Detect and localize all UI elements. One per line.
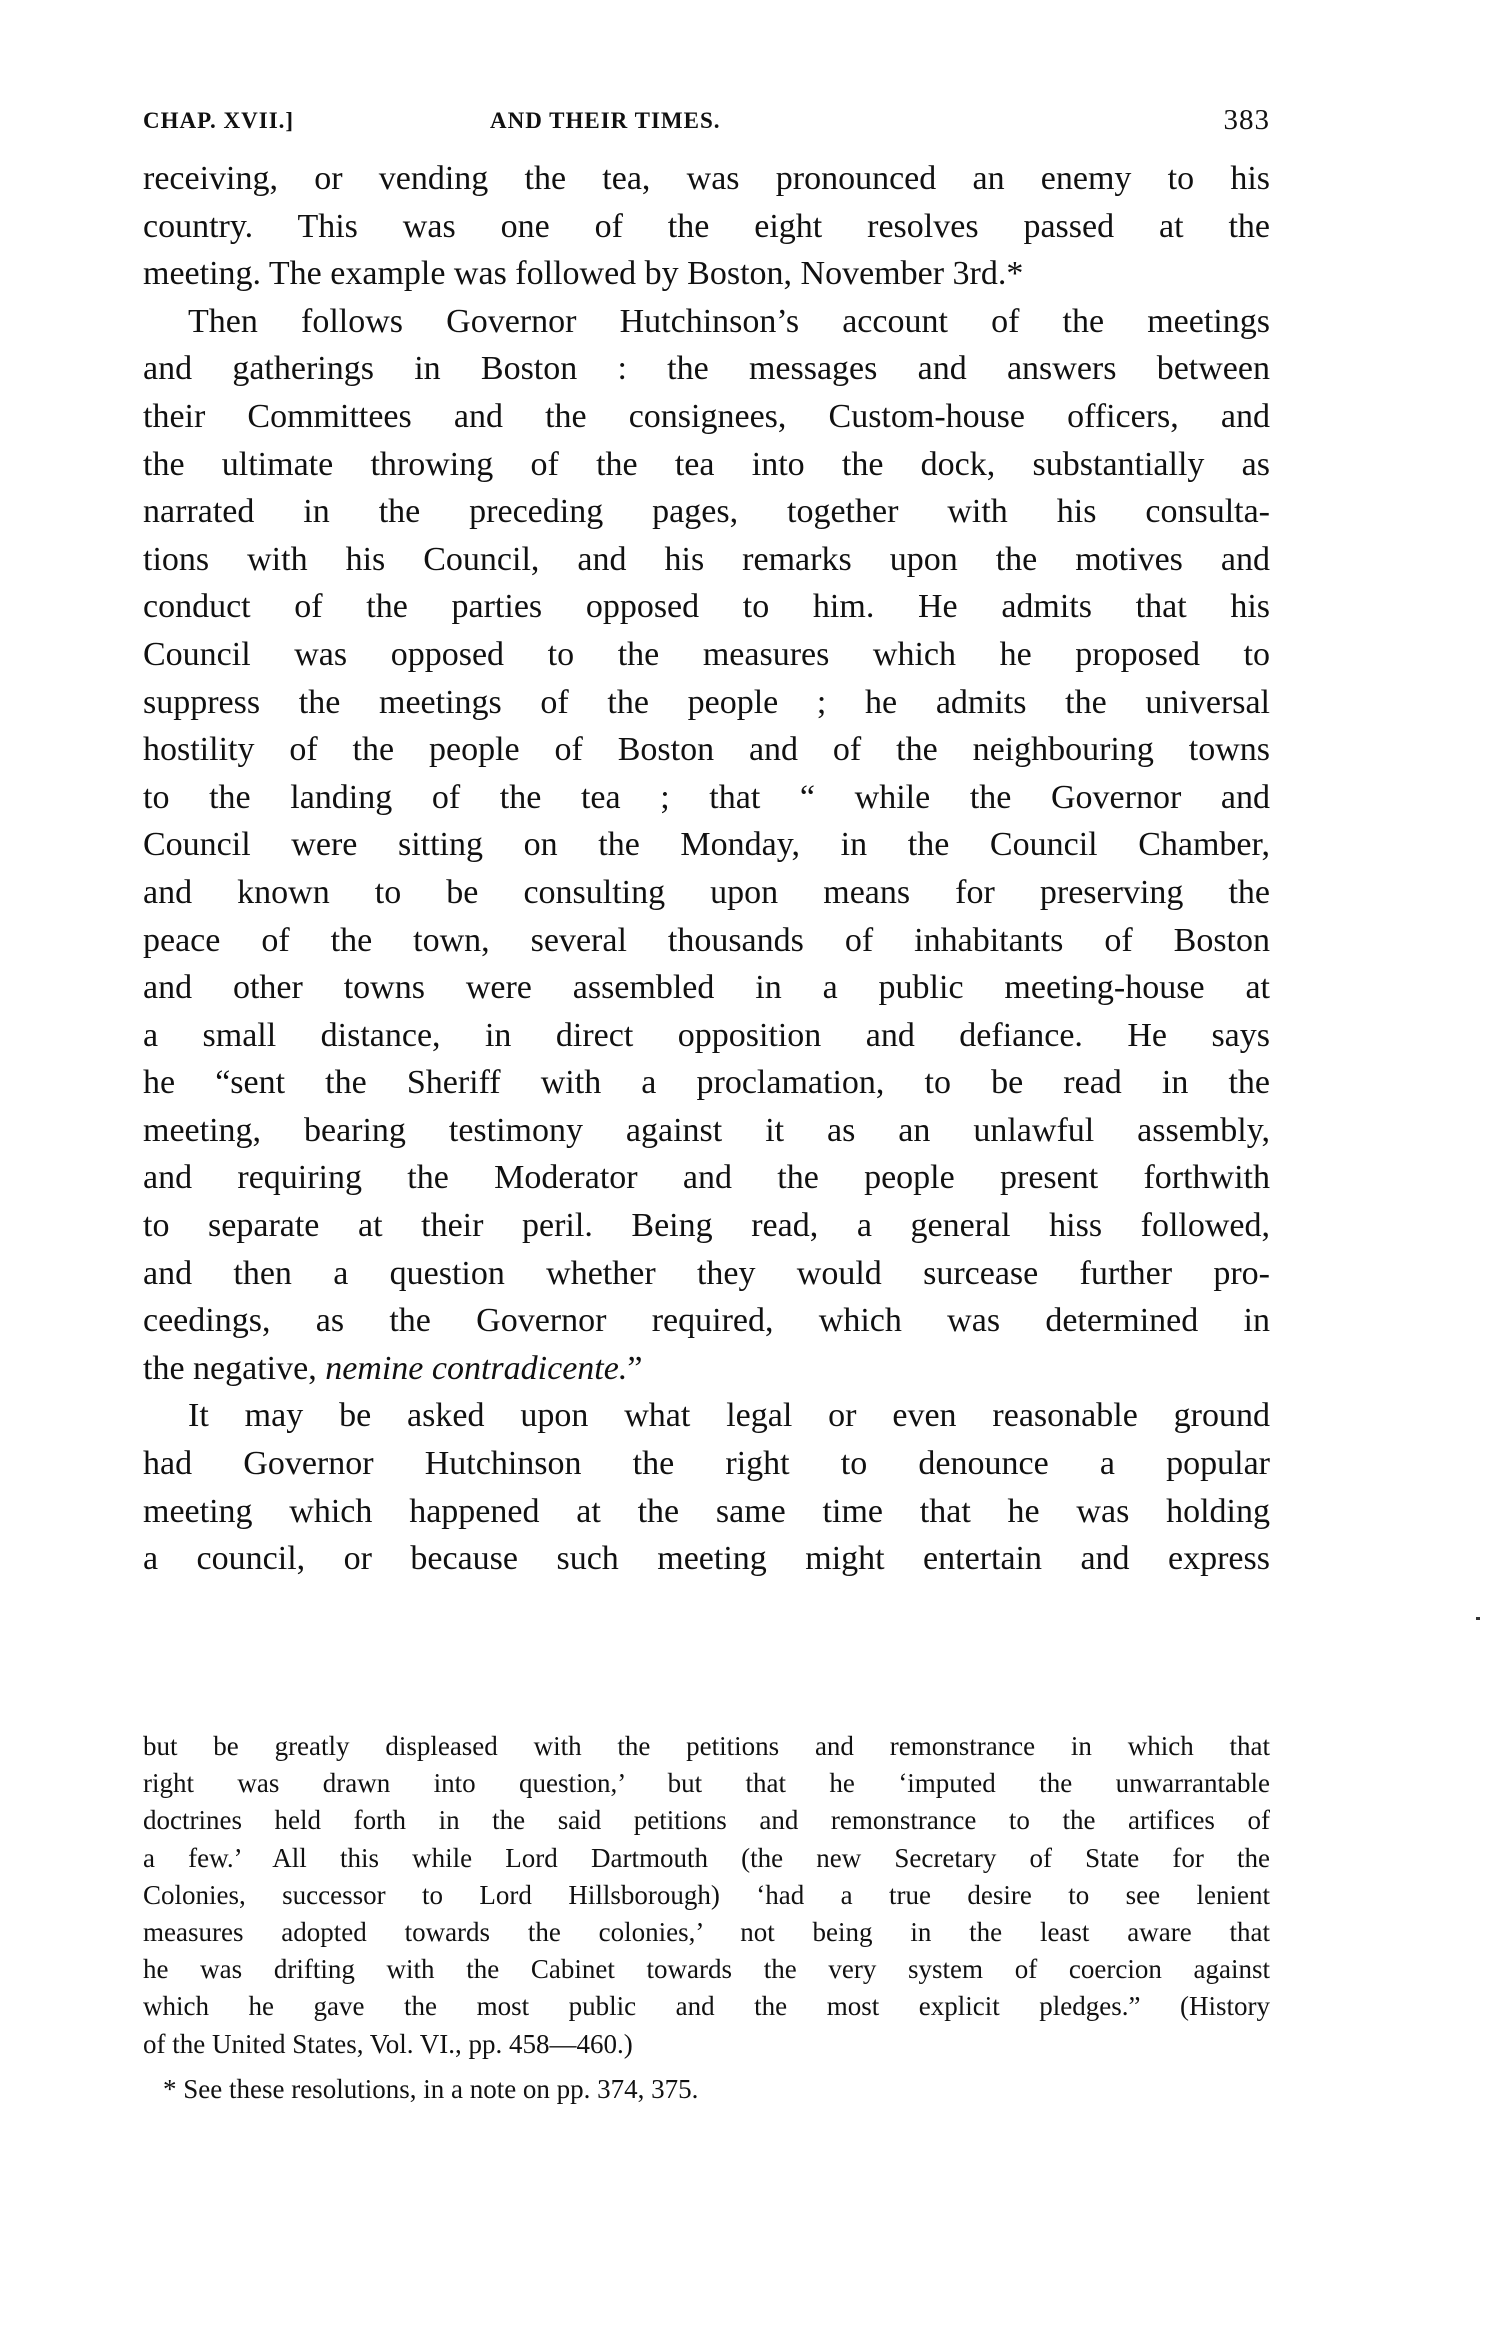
chapter-label: CHAP. XVII.] [143, 108, 295, 133]
text-line: a council, or because such meeting might entertain and express [143, 1540, 1270, 1578]
footnotes [143, 1728, 1270, 2108]
text-line: the ultimate throwing of the tea into the dock, substantially as [143, 445, 1270, 483]
running-head [143, 104, 1270, 148]
footnote-line: of the United States, Vol. VI., pp. 458—460.) [143, 2028, 633, 2059]
main-text [143, 155, 1270, 1583]
text-line: tions with his Council, and his remarks upon the motives and [143, 540, 1270, 578]
text-line: suppress the meetings of the people ; he admits the universal [143, 683, 1270, 721]
footnote-line: but be greatly displeased with the petitions and remonstrance in which that [143, 1731, 1270, 1761]
footnote-line: doctrines held forth in the said petitions and remonstrance to the artifices of [143, 1805, 1270, 1836]
text-line: had Governor Hutchinson the right to denounce a popular [143, 1445, 1270, 1483]
scan-speck [1476, 1617, 1480, 1620]
text-line: receiving, or vending the tea, was pronounced an enemy to his [143, 160, 1270, 197]
text-line: narrated in the preceding pages, together with his consulta- [143, 493, 1270, 531]
text-line: country. This was one of the eight resolves passed at the [143, 207, 1270, 245]
text-line: and known to be consulting upon means for preserving the [143, 873, 1270, 911]
footnote-line: right was drawn into question,’ but that he ‘imputed the unwarrantable [143, 1768, 1270, 1799]
latin-phrase: nemine contradicente. [325, 1349, 628, 1387]
running-title: AND THEIR TIMES. [490, 108, 721, 133]
text-line: meeting. The example was followed by Boston, November 3rd.* [143, 255, 1024, 293]
text-line: a small distance, in direct opposition and defiance. He says [143, 1016, 1270, 1054]
text-line: to the landing of the tea ; that “ while the Governor and [143, 778, 1270, 816]
asterisk-footnote: * See these resolutions, in a note on pp. 374, 375. [163, 2073, 699, 2104]
footnote-line: a few.’ All this while Lord Dartmouth (the new Secretary of State for the [143, 1842, 1270, 1873]
text-line: and other towns were assembled in a public meeting-house at [143, 969, 1270, 1007]
text-line: their Committees and the consignees, Custom-house officers, and [143, 397, 1270, 435]
closing-quote: ” [627, 1349, 643, 1387]
text-line: Then follows Governor Hutchinson’s account of the meetings [188, 302, 1270, 340]
text-line: Council was opposed to the measures which he proposed to [143, 635, 1270, 673]
text-line: to separate at their peril. Being read, a general hiss followed, [143, 1207, 1270, 1245]
footnote-line: Colonies, successor to Lord Hillsborough) ‘had a true desire to see lenient [143, 1879, 1270, 1910]
text-line: meeting which happened at the same time that he was holding [143, 1492, 1270, 1530]
text-line: ceedings, as the Governor required, which was determined in [143, 1302, 1270, 1340]
text-line: and requiring the Moderator and the people present forthwith [143, 1159, 1270, 1197]
footnote-line: he was drifting with the Cabinet towards the very system of coercion against [143, 1954, 1270, 1985]
text-line: It may be asked upon what legal or even reasonable ground [188, 1397, 1270, 1435]
text-line: hostility of the people of Boston and of the neighbouring towns [143, 731, 1270, 769]
footnote-line: measures adopted towards the colonies,’ not being in the least aware that [143, 1916, 1270, 1947]
text-run: the negative, [143, 1349, 326, 1387]
text-line: conduct of the parties opposed to him. He admits that his [143, 588, 1270, 626]
page-number: 383 [1223, 104, 1270, 136]
text-line [143, 1345, 1270, 1393]
text-line: he “sent the Sheriff with a proclamation, to be read in the [143, 1064, 1270, 1102]
footnote-line: which he gave the most public and the most explicit pledges.” (History [143, 1991, 1270, 2022]
text-line: and then a question whether they would surcease further pro- [143, 1254, 1270, 1292]
text-line: Council were sitting on the Monday, in the Council Chamber, [143, 826, 1270, 864]
text-line: and gatherings in Boston : the messages and answers between [143, 350, 1270, 388]
text-line: peace of the town, several thousands of inhabitants of Boston [143, 921, 1270, 959]
text-line: meeting, bearing testimony against it as an unlawful assembly, [143, 1111, 1270, 1149]
